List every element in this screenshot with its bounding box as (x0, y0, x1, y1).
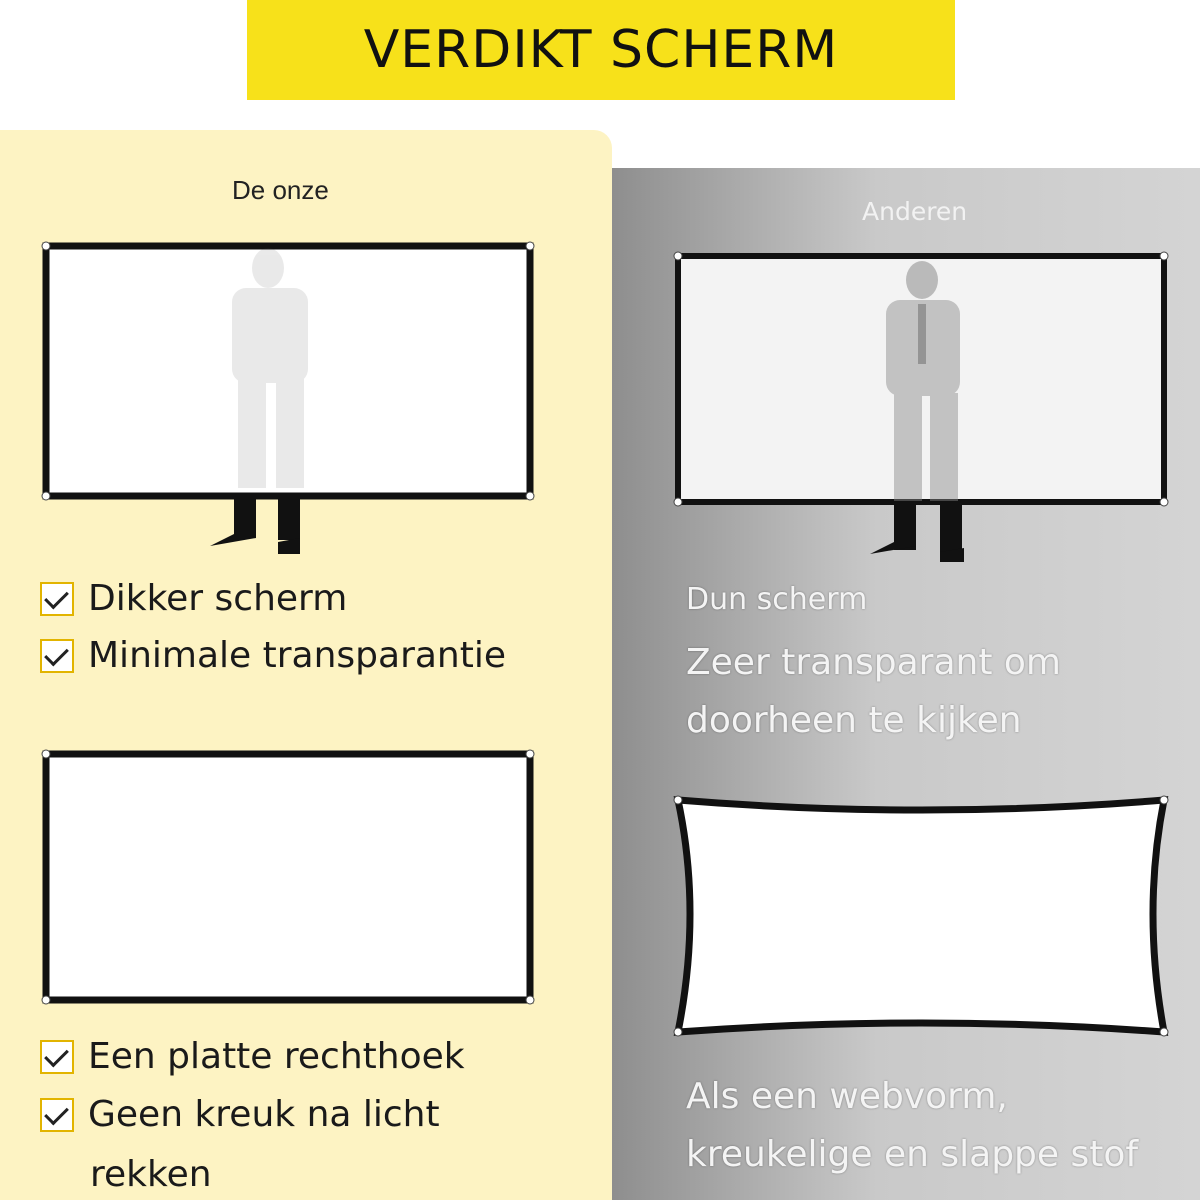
feature-label: Minimale transparantie (88, 635, 507, 676)
checkmark-icon (40, 582, 74, 616)
description-line: kreukelige en slappe stof (686, 1134, 1139, 1175)
feature-label: Geen kreuk na licht (88, 1094, 440, 1135)
others-subtitle: Dun scherm (686, 582, 868, 617)
checkmark-icon (40, 1098, 74, 1132)
others-description-bottom (686, 1068, 1138, 1184)
banner-title: VERDIKT SCHERM (363, 20, 839, 80)
checkmark-icon (40, 639, 74, 673)
feature-flat-rectangle (40, 1036, 465, 1077)
thick-screen-illustration (38, 238, 538, 558)
others-product-title: Anderen (862, 197, 968, 226)
feature-label: Dikker scherm (88, 578, 348, 619)
feature-continuation: rekken (90, 1154, 212, 1195)
description-line: Zeer transparant om (686, 642, 1061, 683)
others-description-top (686, 634, 1061, 750)
warped-screen-illustration (672, 792, 1172, 1042)
person-silhouette-icon (870, 500, 964, 562)
checkmark-icon (40, 1040, 74, 1074)
feature-minimal-transparency (40, 635, 506, 676)
description-line: Als een webvorm, (686, 1076, 1008, 1117)
description-line: doorheen te kijken (686, 700, 1022, 741)
flat-screen-illustration (38, 748, 538, 1010)
feature-label: Een platte rechthoek (88, 1036, 465, 1077)
our-product-title: De onze (232, 175, 329, 205)
feature-no-crease (40, 1094, 440, 1135)
feature-thicker-screen (40, 578, 347, 619)
thin-screen-illustration (672, 248, 1172, 568)
title-banner (247, 0, 955, 100)
